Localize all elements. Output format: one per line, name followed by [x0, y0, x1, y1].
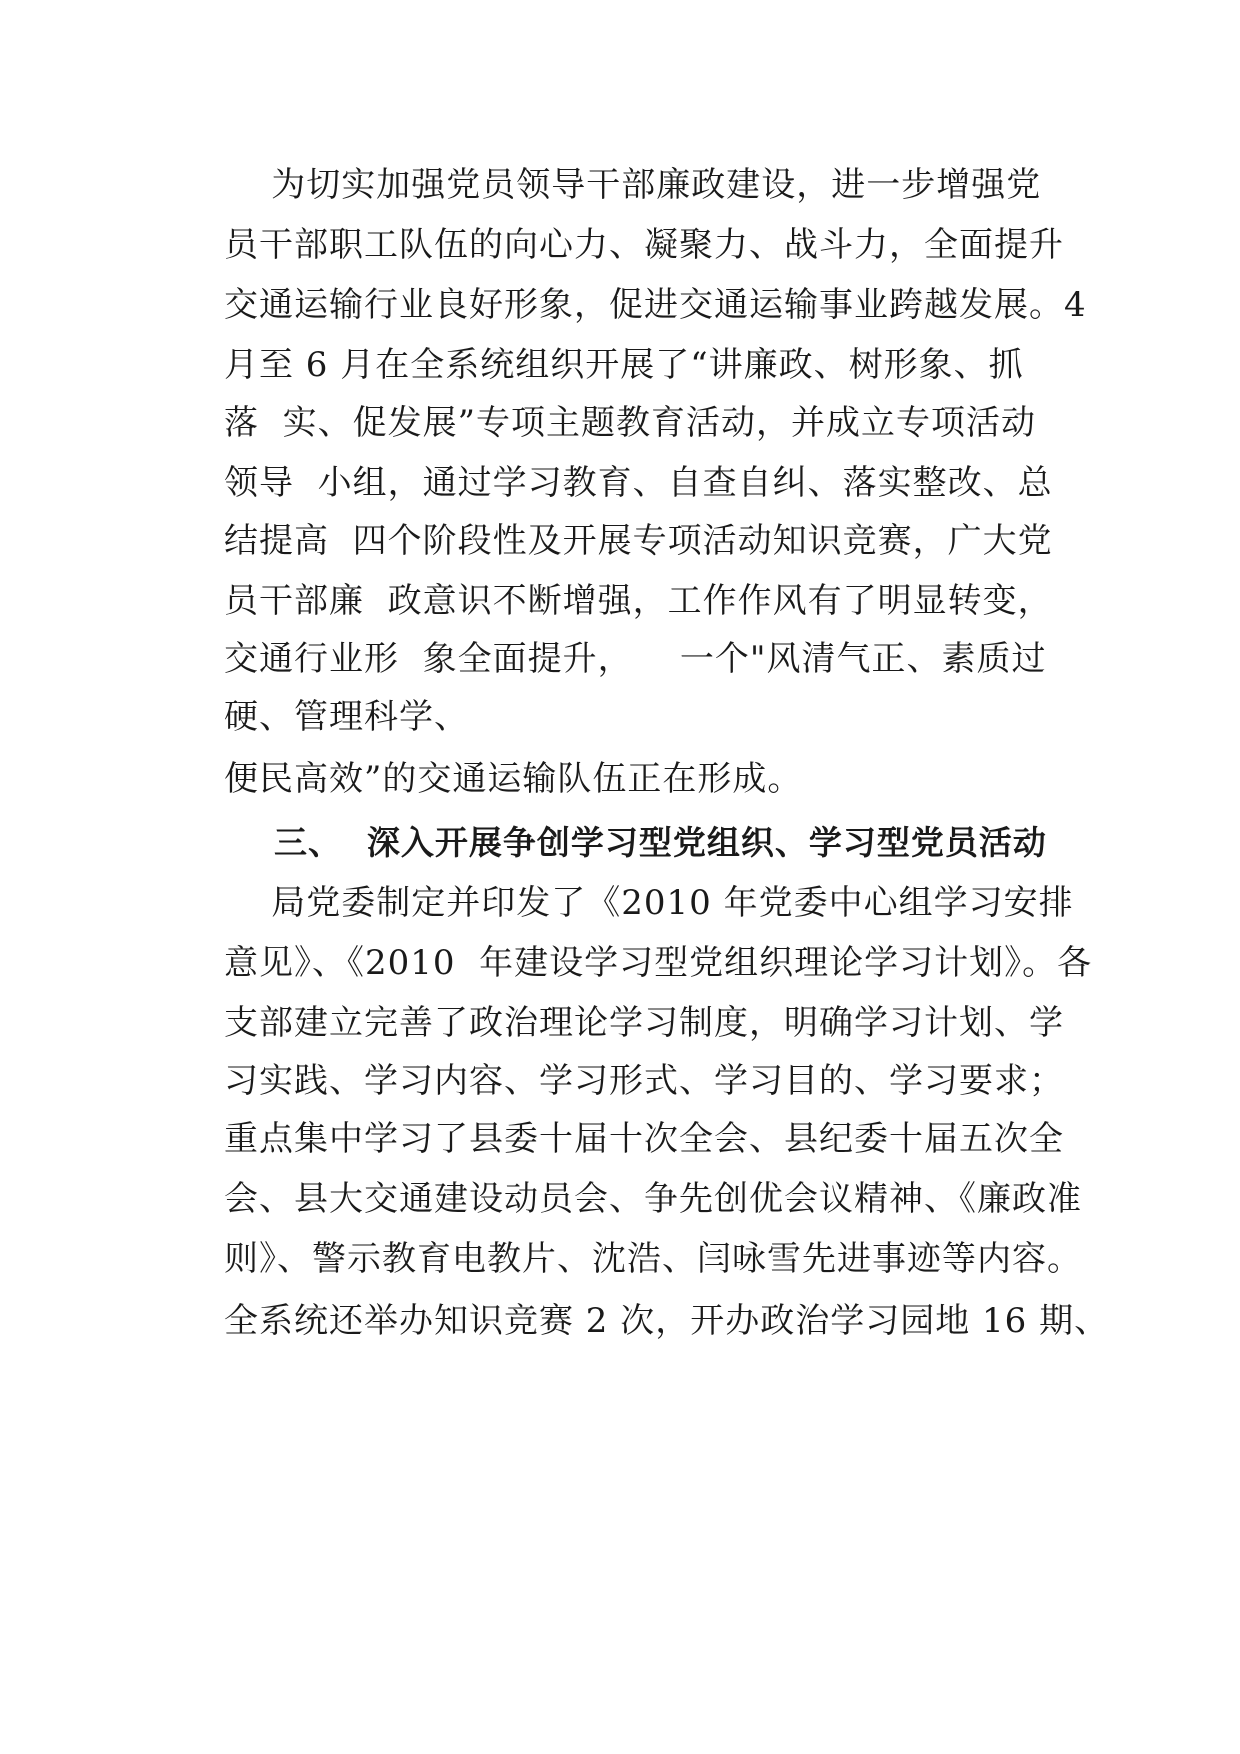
paragraph-line: 硬、管理科学、: [224, 697, 469, 737]
paragraph-line: 月至 6 月在全系统组织开展了“讲廉政、树形象、抓: [224, 345, 1024, 385]
paragraph-line: 员干部职工队伍的向心力、凝聚力、战斗力，全面提升: [224, 225, 1064, 265]
paragraph-line: 会、县大交通建设动员会、争先创优会议精神、《廉政准: [224, 1179, 1082, 1219]
paragraph-line: 交通行业形 象全面提升， 一个"风清气正、素质过: [224, 639, 1047, 679]
paragraph-line: 支部建立完善了政治理论学习制度，明确学习计划、学: [224, 1003, 1064, 1043]
paragraph-line: 全系统还举办知识竞赛 2 次，开办政治学习园地 16 期、: [224, 1301, 1110, 1341]
paragraph-line: 重点集中学习了县委十届十次全会、县纪委十届五次全: [224, 1119, 1064, 1159]
paragraph-line: 交通运输行业良好形象，促进交通运输事业跨越发展。4: [224, 285, 1087, 325]
section-heading: 三、 深入开展争创学习型党组织、学习型党员活动: [224, 823, 1047, 862]
paragraph-line: 便民高效”的交通运输队伍正在形成。: [224, 759, 803, 799]
paragraph-line: 员干部廉 政意识不断增强，工作作风有了明显转变，: [224, 581, 1053, 621]
paragraph-line: 则》、警示教育电教片、沈浩、闫咏雪先进事迹等内容。: [224, 1239, 1082, 1279]
paragraph-line: 落 实、促发展”专项主题教育活动，并成立专项活动: [224, 403, 1036, 443]
paragraph-line: 结提高 四个阶段性及开展专项活动知识竞赛，广大党: [224, 521, 1053, 561]
paragraph-line: 意见》、《2010 年建设学习型党组织理论学习计划》。各: [224, 943, 1093, 983]
paragraph-line: 领导 小组，通过学习教育、自查自纠、落实整改、总: [224, 463, 1053, 503]
paragraph-line: 局党委制定并印发了《2010 年党委中心组学习安排: [224, 883, 1074, 923]
paragraph-line: 为切实加强党员领导干部廉政建设，进一步增强党: [224, 165, 1042, 205]
paragraph-line: 习实践、学习内容、学习形式、学习目的、学习要求；: [224, 1061, 1064, 1101]
